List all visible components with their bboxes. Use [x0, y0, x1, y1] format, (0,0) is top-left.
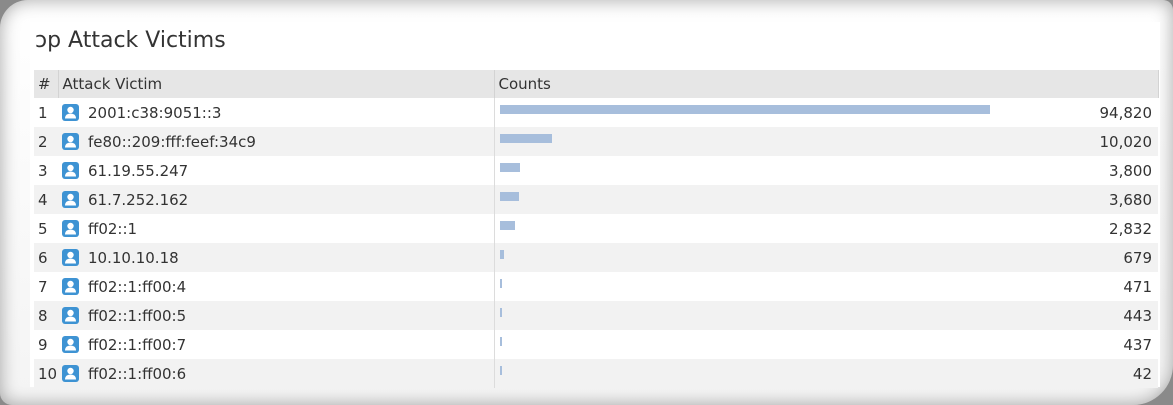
table-header-row — [34, 70, 1158, 98]
count-bar-track — [500, 243, 1060, 272]
victim-address-link[interactable]: ff02::1:ff00:7 — [88, 335, 187, 354]
victim-cell — [58, 214, 494, 243]
victim-cell — [58, 156, 494, 185]
count-bar-track — [500, 214, 1060, 243]
row-index: 10 — [38, 364, 58, 383]
count-value: 3,800 — [1109, 161, 1152, 180]
user-icon — [62, 249, 79, 266]
count-bar — [500, 250, 504, 259]
row-index: 4 — [38, 190, 48, 209]
victim-address-link[interactable]: 61.19.55.247 — [88, 161, 189, 180]
count-bar-track — [500, 156, 1060, 185]
row-index: 5 — [38, 219, 48, 238]
count-bar-track — [500, 98, 1060, 127]
count-bar — [500, 192, 519, 201]
counts-cell — [494, 185, 1158, 214]
user-icon — [62, 220, 79, 237]
count-bar — [500, 105, 990, 114]
count-value: 10,020 — [1099, 132, 1152, 151]
column-header-attack-victim[interactable]: Attack Victim — [58, 70, 494, 98]
victim-address-link[interactable]: ff02::1:ff00:6 — [88, 364, 187, 383]
user-icon — [62, 336, 79, 353]
count-bar — [500, 163, 520, 172]
count-bar — [500, 221, 515, 230]
counts-cell — [494, 272, 1158, 301]
count-bar-track — [500, 330, 1060, 359]
row-index: 7 — [38, 277, 48, 296]
counts-cell — [494, 127, 1158, 156]
count-bar — [500, 337, 502, 346]
table-row[interactable] — [34, 156, 1158, 185]
count-bar — [500, 134, 552, 143]
count-value: 679 — [1123, 248, 1152, 267]
counts-cell — [494, 301, 1158, 330]
count-bar — [500, 366, 502, 375]
row-index: 8 — [38, 306, 48, 325]
count-value: 443 — [1123, 306, 1152, 325]
count-bar — [500, 308, 502, 317]
count-bar-track — [500, 185, 1060, 214]
table-row[interactable] — [34, 272, 1158, 301]
table-row[interactable] — [34, 98, 1158, 127]
count-value: 471 — [1123, 277, 1152, 296]
count-value: 42 — [1132, 364, 1152, 383]
victim-cell — [58, 359, 494, 388]
counts-cell — [494, 98, 1158, 127]
table-row[interactable] — [34, 359, 1158, 388]
victim-cell — [58, 301, 494, 330]
top-attack-victims-panel — [30, 22, 1160, 387]
column-header-index[interactable]: # — [34, 70, 58, 98]
row-index: 6 — [38, 248, 48, 267]
counts-cell — [494, 330, 1158, 359]
victim-cell — [58, 98, 494, 127]
victim-cell — [58, 127, 494, 156]
user-icon — [62, 278, 79, 295]
attack-victims-table — [34, 70, 1159, 388]
table-row[interactable] — [34, 301, 1158, 330]
column-header-counts[interactable]: Counts — [494, 70, 1158, 98]
row-index: 2 — [38, 132, 48, 151]
user-icon — [62, 133, 79, 150]
counts-cell — [494, 359, 1158, 388]
table-row[interactable] — [34, 214, 1158, 243]
row-index: 9 — [38, 335, 48, 354]
count-bar-track — [500, 301, 1060, 330]
victim-cell — [58, 272, 494, 301]
table-row[interactable] — [34, 127, 1158, 156]
victim-cell — [58, 330, 494, 359]
victim-address-link[interactable]: ff02::1:ff00:4 — [88, 277, 187, 296]
count-value: 94,820 — [1099, 103, 1152, 122]
count-bar — [500, 279, 502, 288]
count-value: 3,680 — [1109, 190, 1152, 209]
victim-address-link[interactable]: ff02::1:ff00:5 — [88, 306, 187, 325]
victim-address-link[interactable]: 10.10.10.18 — [88, 248, 179, 267]
victim-cell — [58, 243, 494, 272]
victim-address-link[interactable]: 2001:c38:9051::3 — [88, 103, 222, 122]
victim-cell — [58, 185, 494, 214]
counts-cell — [494, 156, 1158, 185]
counts-cell — [494, 214, 1158, 243]
count-bar-track — [500, 127, 1060, 156]
user-icon — [62, 365, 79, 382]
table-row[interactable] — [34, 185, 1158, 214]
table-row[interactable] — [34, 243, 1158, 272]
user-icon — [62, 191, 79, 208]
counts-cell — [494, 243, 1158, 272]
victim-address-link[interactable]: fe80::209:fff:feef:34c9 — [88, 132, 256, 151]
panel-title: ɔp Attack Victims — [35, 28, 226, 53]
user-icon — [62, 104, 79, 121]
count-bar-track — [500, 272, 1060, 301]
row-index: 1 — [38, 103, 48, 122]
table-row[interactable] — [34, 330, 1158, 359]
count-bar-track — [500, 359, 1060, 388]
count-value: 437 — [1123, 335, 1152, 354]
count-value: 2,832 — [1109, 219, 1152, 238]
victim-address-link[interactable]: ff02::1 — [88, 219, 138, 238]
table-body — [34, 98, 1158, 388]
user-icon — [62, 307, 79, 324]
row-index: 3 — [38, 161, 48, 180]
victim-address-link[interactable]: 61.7.252.162 — [88, 190, 189, 209]
user-icon — [62, 162, 79, 179]
